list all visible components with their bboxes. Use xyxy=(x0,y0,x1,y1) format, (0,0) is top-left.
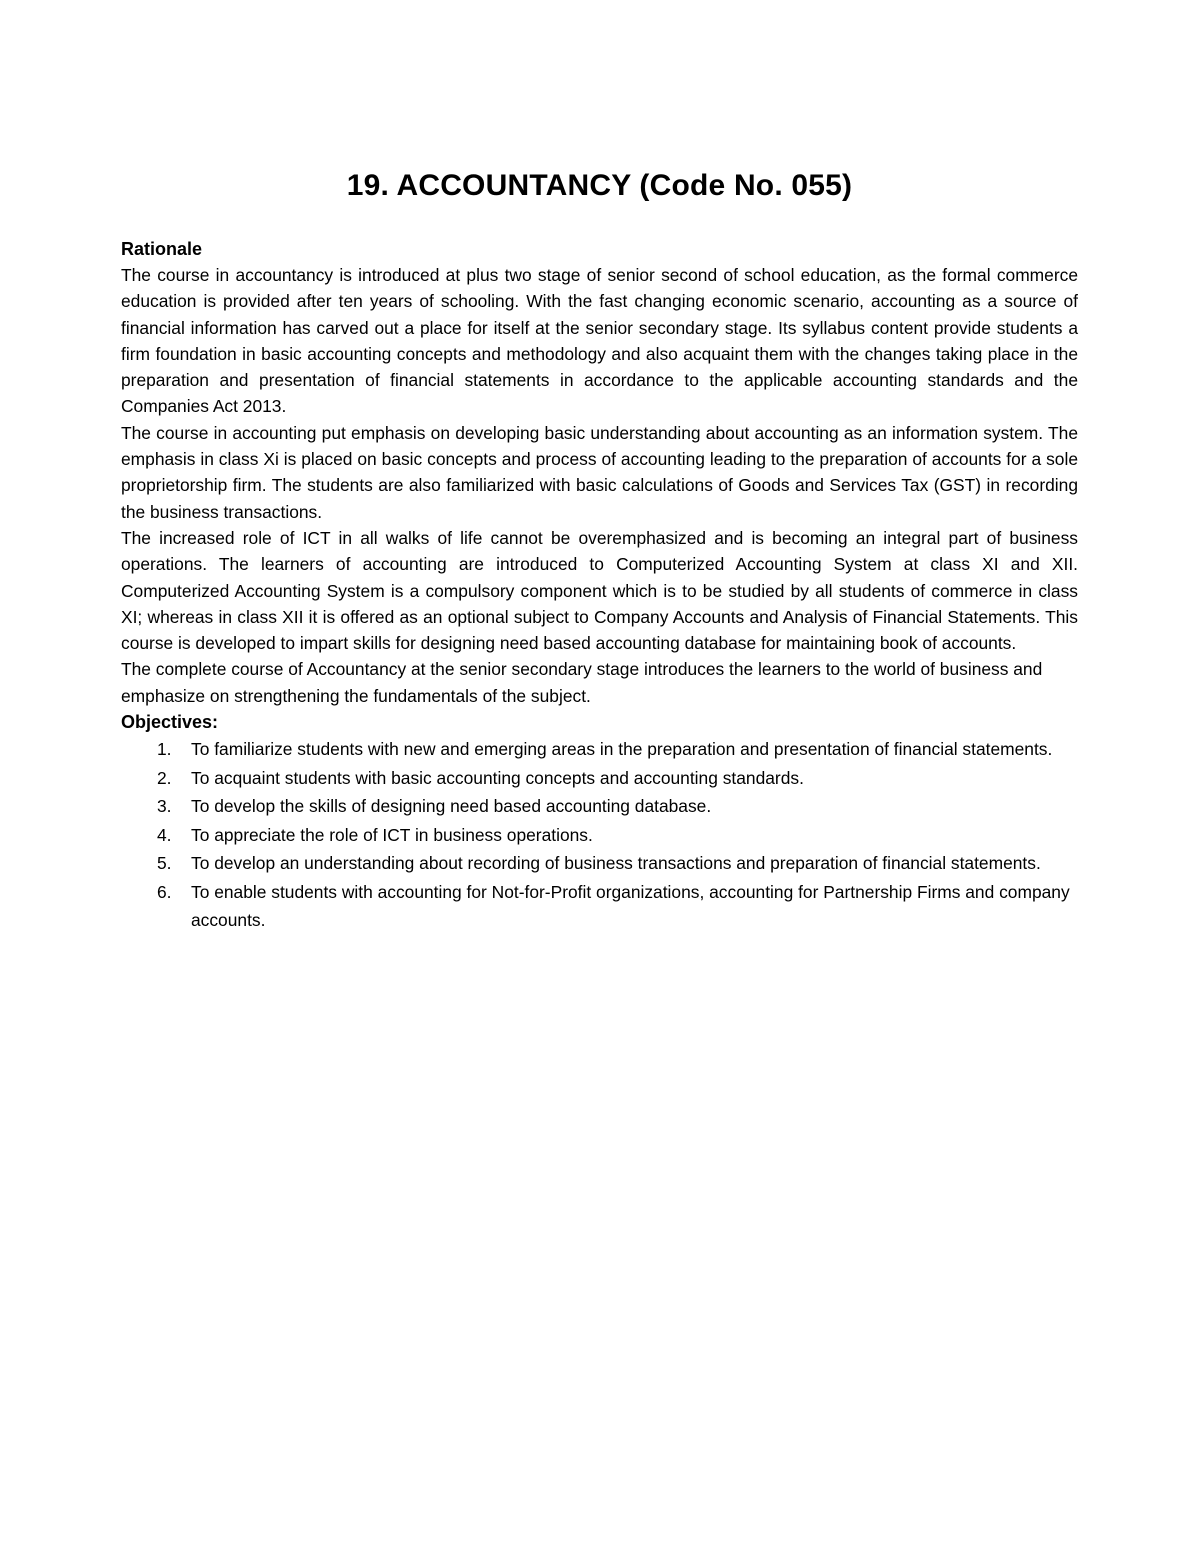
list-item-text: To acquaint students with basic accounting concepts and accounting standards. xyxy=(191,767,804,788)
list-item-number: 6. xyxy=(157,881,172,902)
list-item xyxy=(121,878,1078,935)
rationale-heading: Rationale xyxy=(121,239,203,259)
page-title: 19. ACCOUNTANCY (Code No. 055) xyxy=(346,169,853,202)
list-item-text: To familiarize students with new and emerging areas in the preparation and presentation of financial statements. xyxy=(191,739,1053,760)
rationale-paragraph-4: The complete course of Accountancy at the senior secondary stage introduces the learners to the world of business and emphasize on strengthening the fundamentals of the subject. xyxy=(121,659,1043,706)
rationale-paragraph-3: The increased role of ICT in all walks of life cannot be overemphasized and is becoming an integral part of business operations. The learners of accounting are introduced to Computerized Accounting System at class XI and XII. Computerized Accounting System is a compulsory component which is to be studied by all students of commerce in class XI; whereas in class XII it is offered as an optional subject to Company Accounts and Analysis of Financial Statements. This course is developed to impart skills for designing need based accounting database for maintaining book of accounts. xyxy=(121,527,1078,654)
list-item xyxy=(121,764,1078,793)
list-item-number: 2. xyxy=(157,767,172,788)
list-item-text: To develop an understanding about recording of business transactions and preparation of financial statements. xyxy=(191,853,1041,874)
list-item-number: 1. xyxy=(157,739,172,760)
list-item-text: To appreciate the role of ICT in business operations. xyxy=(191,824,593,845)
rationale-paragraph-2: The course in accounting put emphasis on developing basic understanding about accounting as an information system. The emphasis in class Xi is placed on basic concepts and process of accounting leading to the preparation of accounts for a sole proprietorship firm. The students are also familiarized with basic calculations of Goods and Services Tax (GST) in recording the business transactions. xyxy=(121,422,1078,522)
list-item xyxy=(121,792,1078,821)
objectives-heading: Objectives: xyxy=(121,712,219,733)
list-item-number: 5. xyxy=(157,853,172,874)
list-item-number: 3. xyxy=(157,796,172,817)
document-page xyxy=(121,166,1078,935)
list-item-text: To enable students with accounting for Not-for-Profit organizations, accounting for Partnership Firms and company accounts. xyxy=(191,881,1070,931)
objectives-list xyxy=(121,735,1078,935)
list-item-number: 4. xyxy=(157,824,172,845)
list-item-text: To develop the skills of designing need based accounting database. xyxy=(191,796,712,817)
list-item xyxy=(121,821,1078,850)
list-item xyxy=(121,735,1078,764)
list-item xyxy=(121,849,1078,878)
rationale-paragraph-1: The course in accountancy is introduced at plus two stage of senior second of school education, as the formal commerce education is provided after ten years of schooling. With the fast changing economic scenario, accounting as a source of financial information has carved out a place for itself at the senior secondary stage. Its syllabus content provide students a firm foundation in basic accounting concepts and methodology and also acquaint them with the changes taking place in the preparation and presentation of financial statements in accordance to the applicable accounting standards and the Companies Act 2013. xyxy=(121,265,1078,417)
